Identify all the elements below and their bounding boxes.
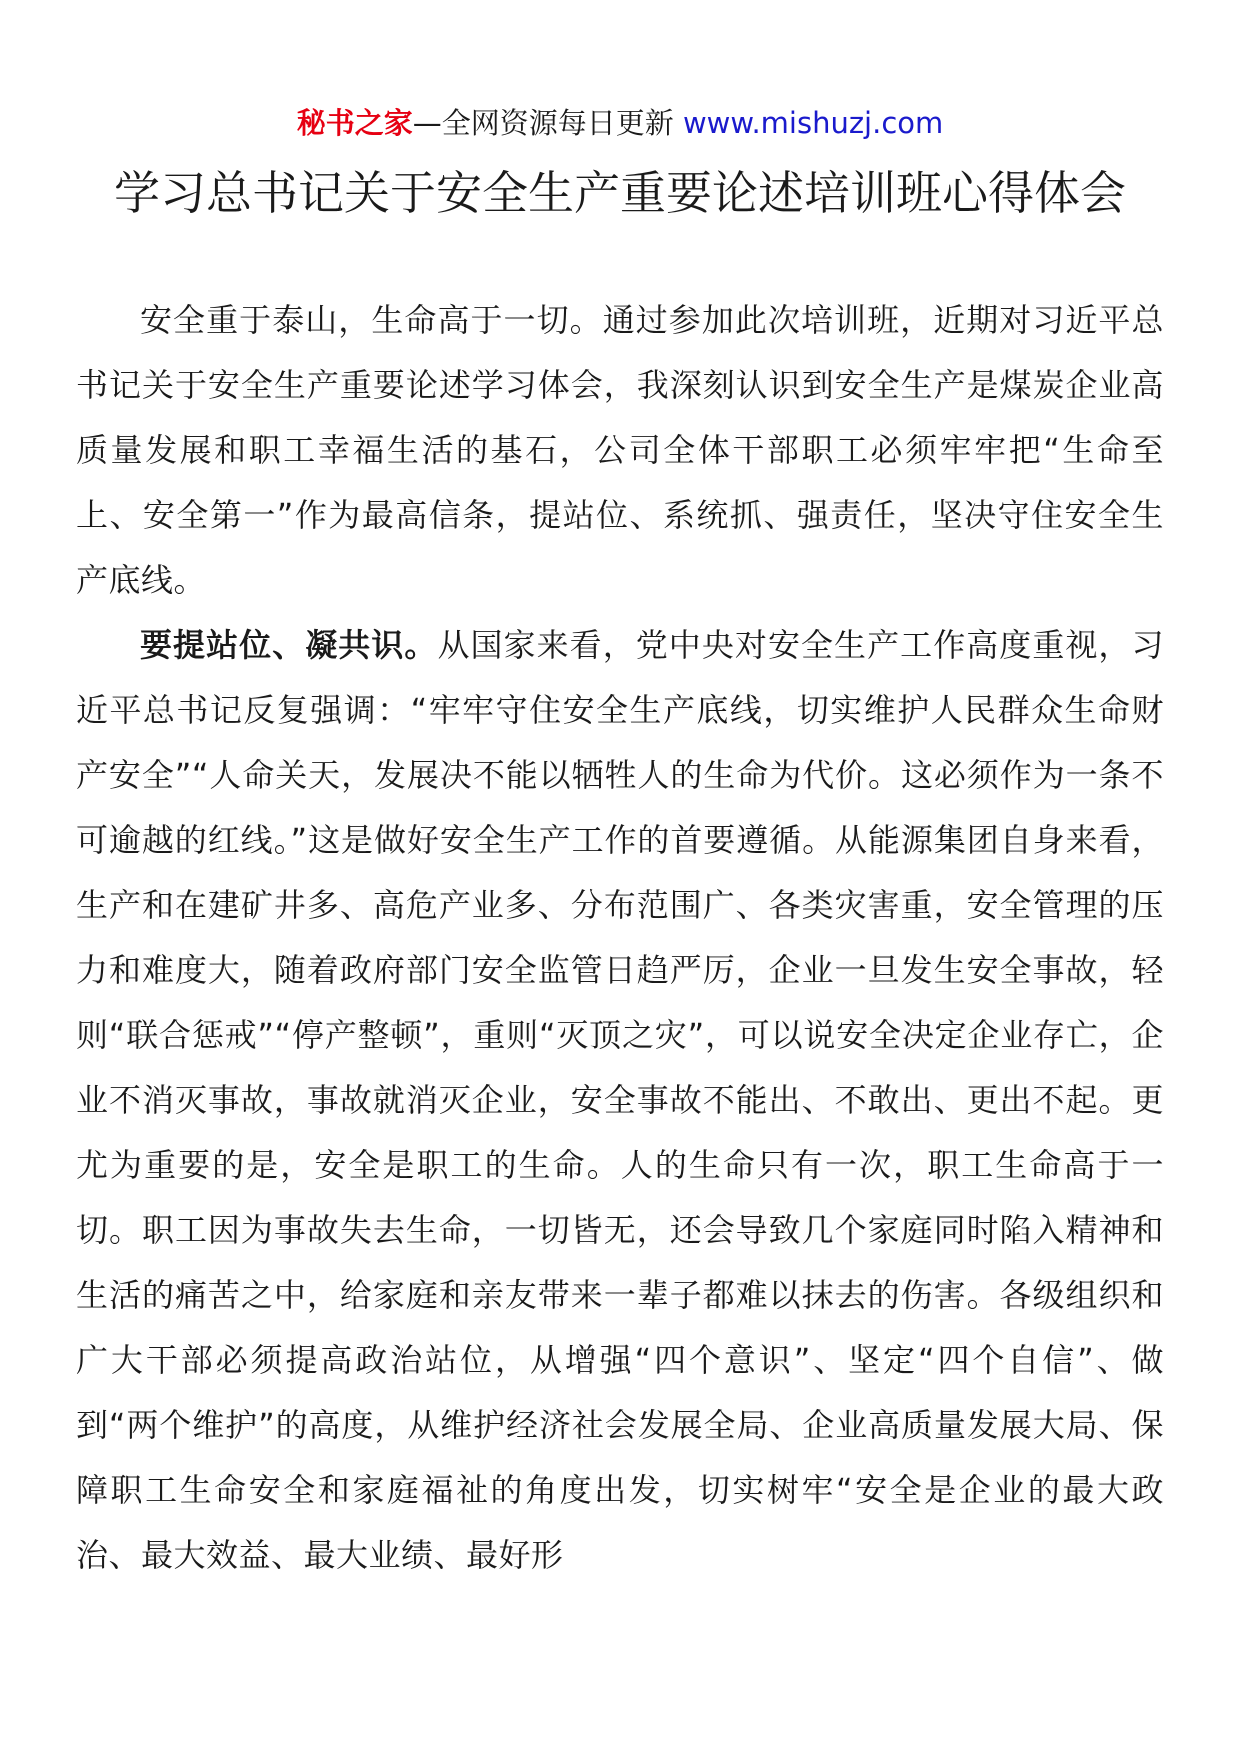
paragraph-text: 安全重于泰山，生命高于一切。通过参加此次培训班，近期对习近平总书记关于安全生产重要论述学习体会，我深刻认识到安全生产是煤炭企业高质量发展和职工幸福生活的基石，公司全体干部职工必须牢牢把“生命至上、安全第一”作为最高信条，提站位、系统抓、强责任，坚决守住安全生产底线。 (76, 301, 1164, 599)
site-header (0, 103, 1240, 143)
paragraph-lead: 要提站位、凝共识。 (140, 626, 438, 664)
paragraph-text: 从国家来看，党中央对安全生产工作高度重视，习近平总书记反复强调：“牢牢守住安全生产底线，切实维护人民群众生命财产安全”“人命关天，发展决不能以牺牲人的生命为代价。这必须作为一条不可逾越的红线。”这是做好安全生产工作的首要遵循。从能源集团自身来看，生产和在建矿井多、高危产业多、分布范围广、各类灾害重，安全管理的压力和难度大，随着政府部门安全监管日趋严厉，企业一旦发生安全事故，轻则“联合惩戒”“停产整顿”，重则“灭顶之灾”，可以说安全决定企业存亡，企业不消灭事故，事故就消灭企业，安全事故不能出、不敢出、更出不起。更尤为重要的是，安全是职工的生命。人的生命只有一次，职工生命高于一切。职工因为事故失去生命，一切皆无，还会导致几个家庭同时陷入精神和生活的痛苦之中，给家庭和亲友带来一辈子都难以抹去的伤害。各级组织和广大干部必须提高政治站位，从增强“四个意识”、坚定“四个自信”、做到“两个维护”的高度，从维护经济社会发展全局、企业高质量发展大局、保障职工生命安全和家庭福祉的角度出发，切实树牢“安全是企业的最大政治、最大效益、最大业绩、最好形 (76, 626, 1164, 1574)
site-tagline: —全网资源每日更新 (412, 106, 683, 140)
site-brand: 秘书之家 (296, 106, 413, 140)
body-paragraph (76, 288, 1164, 613)
document-body (76, 288, 1164, 1588)
document-title: 学习总书记关于安全生产重要论述培训班心得体会 (114, 166, 1126, 220)
body-paragraph (76, 613, 1164, 1588)
site-url-link[interactable]: www.mishuzj.com (682, 106, 944, 140)
